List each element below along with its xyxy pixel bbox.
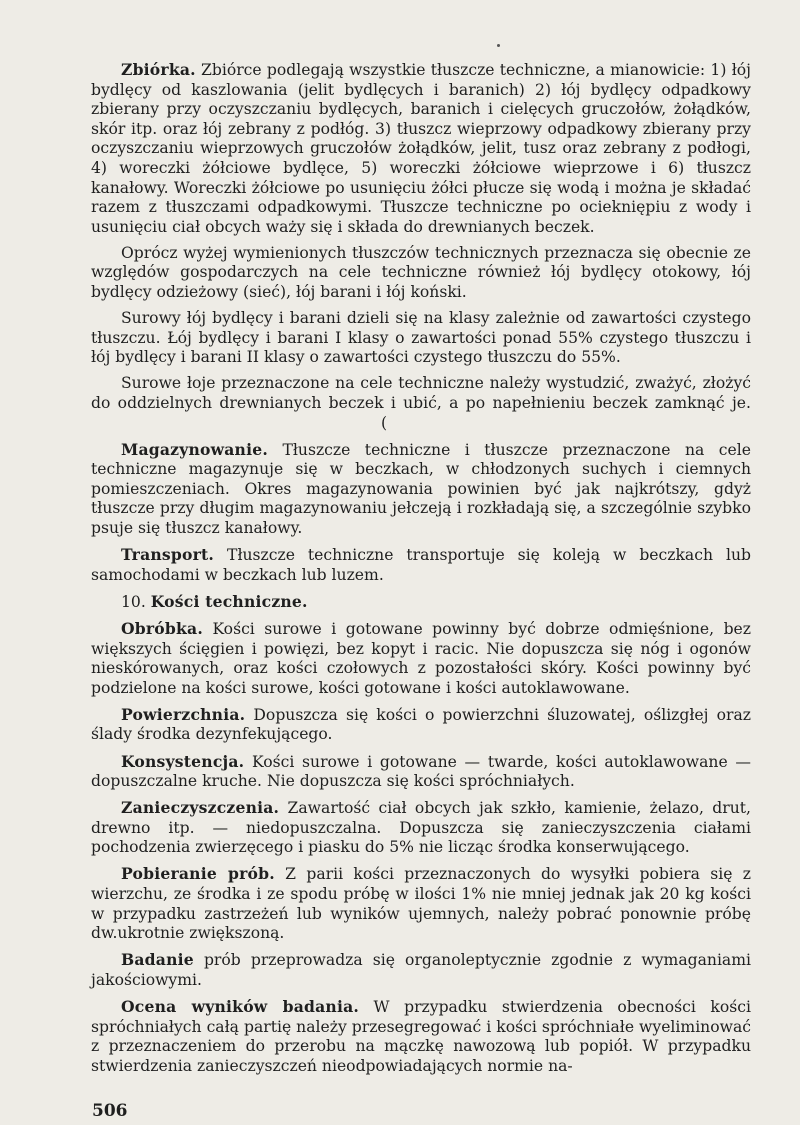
paragraph-text: Tłuszcze techniczne i tłuszcze przeznaczone na cele techniczne magazynuje się w beczkach, w chłodzonych suchych i ciemnych pomieszczeniach. Okres magazynowania powinien być jak najkrótszy, gdyż tłuszcze przy długim magazynowaniu jełczeją i rozkładają się, a szczególnie szybko psuje się tłuszcz kanałowy. (91, 440, 751, 538)
paragraph-text: Kości surowe i gotowane — twarde, kości autoklawowane — dopuszczalne kruche. Nie dopuszcza się kości spróchniałych. (91, 752, 751, 791)
paragraph-pobieranie-prob (91, 864, 751, 943)
paragraph-zbiorka (91, 60, 751, 237)
paragraph-text: Tłuszcze techniczne transportuje się koleją w beczkach lub samochodami w beczkach lub luzem. (91, 546, 751, 584)
paragraph-ocena-wynikow (91, 997, 751, 1076)
paragraph-heading: Badanie (121, 950, 194, 970)
paragraph-text: Surowy łój bydlęcy i barani dzieli się na klasy zależnie od zawartości czystego tłuszczu. Łój bydlęcy i barani I klasy o zawartości ponad 55% czystego tłuszczu i łój bydlęcy i barani II klasy o zawartości czystego tłuszczu do 55%. (91, 309, 751, 367)
paragraph-text: Surowe łoje przeznaczone na cele techniczne należy wystudzić, zważyć, złożyć do oddzielnych drewnianych beczek i ubić, a po napełnieniu beczek zamknąć je. (91, 374, 751, 412)
paragraph-magazynowanie (91, 440, 751, 539)
paragraph-heading: Ocena wyników badania. (121, 997, 360, 1017)
paragraph-text: Z parii kości przeznaczonych do wysyłki pobiera się z wierzchu, ze środka i ze spodu próbę w ilości 1% nie mniej jednak jak 20 kg kości w przypadku zastrzeżeń lub wyników ujemnych, należy pobrać ponownie próbę dw.ukrotnie zwiększoną. (91, 865, 751, 943)
paragraph-konsystencja (91, 752, 751, 792)
paragraph-text: Zbiórce podlegają wszystkie tłuszcze techniczne, a mianowicie: 1) łój bydlęcy od kaszlowania (jelit bydlęcych i baranich) 2) łój bydlęcy odpadkowy zbierany przy oczyszczaniu bydlęcych, baranich i cielęcych gruczołów, żołądków, skór itp. oraz łój zebrany z podłóg. 3) tłuszcz wieprzowy odpadkowy zbierany przy oczyszczaniu wieprzowych gruczołów żołądków, jelit, tusz oraz zebrany z podłogi, 4) woreczki żółciowe bydlęce, 5) woreczki żółciowe wieprzowe i 6) tłuszcz kanałowy. Woreczki żółciowe po usunięciu żółci płucze się wodą i można je składać razem z tłuszczami odpadkowymi. Tłuszcze techniczne po ociekniępiu z wody i usunięciu ciał obcych waży się i składa do drewnianych beczek. (91, 61, 751, 236)
paragraph-obrobka (91, 619, 751, 698)
paragraph-text: Zawartość ciał obcych jak szkło, kamienie, żelazo, drut, drewno itp. — niedopuszczalna. Dopuszcza się zanieczyszczenia ciałami pochodzenia zwierzęcego i piasku do 5% nie licząc środka konserwującego. (91, 799, 751, 857)
paragraph-text: Kości surowe i gotowane powinny być dobrze odmięśnione, bez większych ścięgien i powięzi, bez kopyt i racic. Nie dopuszcza się nóg i ogonów nieskórowanych, oraz kości czołowych z pozostałości skóry. Kości powinny być podzielone na kości surowe, kości gotowane i kości autoklawowane. (91, 619, 751, 697)
stray-mark: ( (381, 413, 388, 432)
paragraph-zanieczyszczenia (91, 798, 751, 858)
paragraph-text: Dopuszcza się kości o powierzchni śluzowatej, oślizgłej oraz ślady środka dezynfekującego. (91, 705, 751, 744)
paragraph-heading: Zanieczyszczenia. (121, 798, 280, 818)
section-title: Kości techniczne. (150, 591, 308, 611)
paragraph-heading: Powierzchnia. (121, 704, 246, 724)
paragraph-text: Oprócz wyżej wymienionych tłuszczów technicznych przeznacza się obecnie ze względów gospodarczych na cele techniczne również łój bydlęcy otokowy, łój bydlęcy odzieżowy (sieć), łój barani i łój koński. (91, 243, 751, 302)
paragraph-surowy-loj (91, 309, 751, 368)
print-speck (497, 44, 500, 47)
paragraph-transport (91, 545, 751, 585)
paragraph-text: W przypadku stwierdzenia obecności kości spróchniałych całą partię należy przesegregować i kości spróchniałe wyeliminować z przeznaczeniem do przerobu na mączkę nawozową lub popiół. W przypadku stwierdzenia zanieczyszczeń nieodpowiadających normie na- (91, 998, 751, 1075)
paragraph-oprocz (91, 244, 751, 303)
section-number: 10. (121, 592, 151, 611)
paragraph-heading: Pobieranie prób. (121, 864, 275, 884)
section-heading-kosci (91, 592, 751, 613)
paragraph-heading: Konsystencja. (121, 751, 245, 771)
paragraph-heading: Obróbka. (121, 618, 203, 638)
page-body (91, 60, 751, 1083)
paragraph-heading: Magazynowanie. (121, 439, 268, 459)
paragraph-surowe-loje (91, 374, 751, 433)
paragraph-text: prób przeprowadza się organoleptycznie zgodnie z wymaganiami jakościowymi. (91, 951, 751, 989)
paragraph-heading: Zbiórka. (121, 60, 196, 79)
paragraph-heading: Transport. (121, 545, 215, 565)
paragraph-badanie (91, 950, 751, 990)
page-number: 506 (92, 1101, 128, 1121)
paragraph-powierzchnia (91, 705, 751, 745)
